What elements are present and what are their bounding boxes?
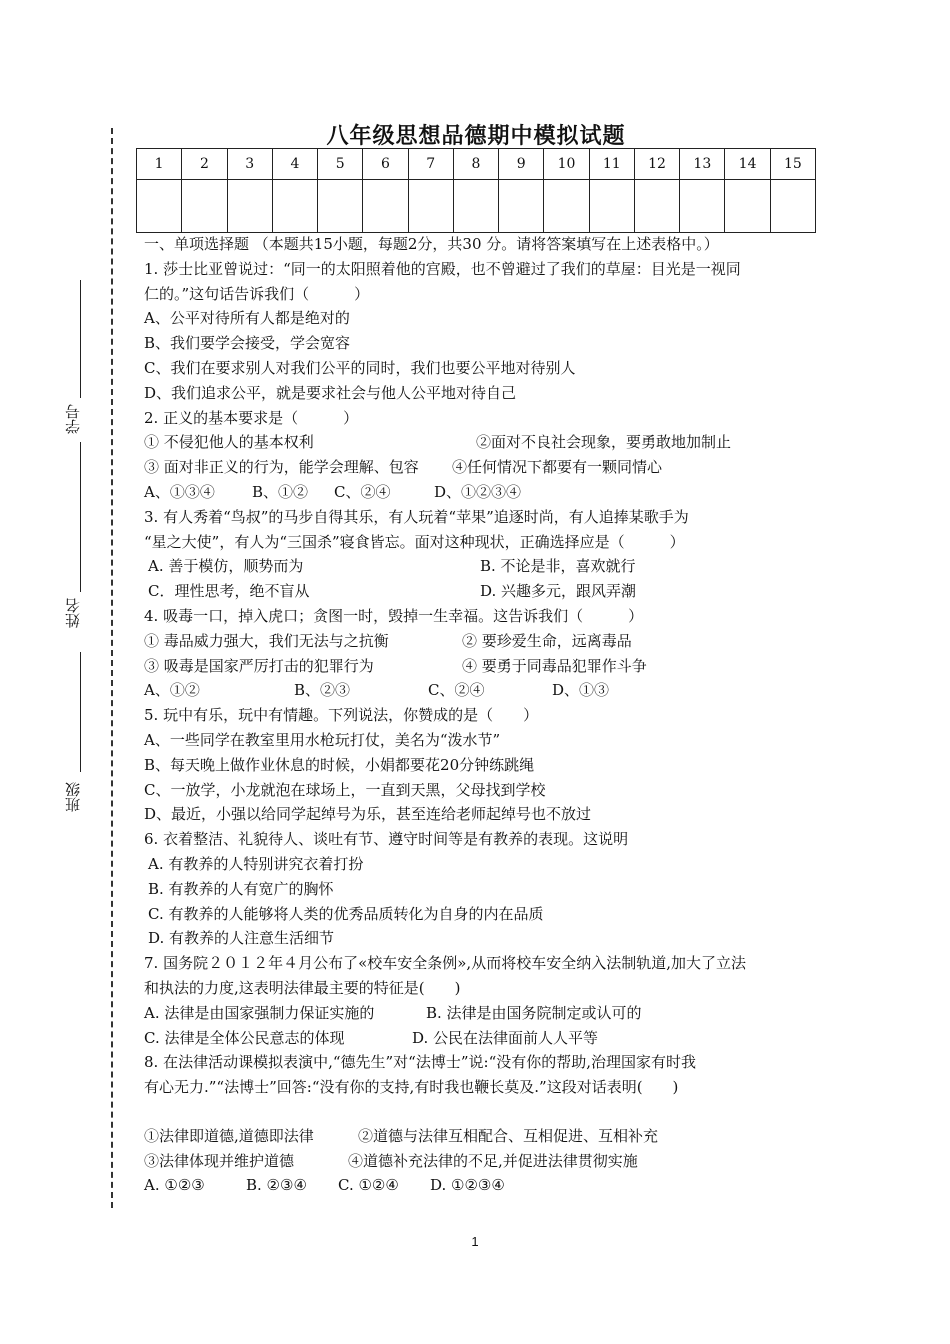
q7-options-row1 bbox=[144, 1001, 816, 1026]
q8-statements-row2 bbox=[144, 1149, 816, 1174]
answer-grid-number: 6 bbox=[363, 149, 408, 180]
answer-cell[interactable] bbox=[272, 180, 317, 233]
q8-statement-4: ④道德补充法律的不足,并促进法律贯彻实施 bbox=[348, 1151, 638, 1170]
q6-stem: 6. 衣着整洁、礼貌待人、谈吐有节、遵守时间等是有教养的表现。这说明 bbox=[144, 830, 629, 849]
q5-stem: 5. 玩中有乐，玩中有情趣。下列说法，你赞成的是（ ） bbox=[144, 706, 539, 725]
answer-cell[interactable] bbox=[137, 180, 182, 233]
q8-option-d: D. ①②③④ bbox=[430, 1176, 505, 1195]
answer-grid-number: 1 bbox=[137, 149, 182, 180]
q3-options-row2 bbox=[144, 579, 816, 604]
q7-options-row2 bbox=[144, 1026, 816, 1051]
answer-cell[interactable] bbox=[318, 180, 363, 233]
q2-option-b: B、①② bbox=[252, 482, 309, 501]
answer-cell[interactable] bbox=[453, 180, 498, 233]
answer-grid-number: 14 bbox=[725, 149, 770, 180]
q8-stem-line2: 有心无力.”“法博士”回答:“没有你的支持,有时我也鞭长莫及.”这段对话表明( ) bbox=[144, 1078, 679, 1097]
q4-option-a: A、①② bbox=[144, 681, 200, 700]
answer-grid-number: 4 bbox=[272, 149, 317, 180]
q8-statement-3: ③法律体现并维护道德 bbox=[144, 1151, 295, 1170]
answer-grid-number: 8 bbox=[453, 149, 498, 180]
q8-options bbox=[144, 1173, 816, 1198]
answer-grid-number: 13 bbox=[680, 149, 725, 180]
q6-option-a: A. 有教养的人特别讲究衣着打扮 bbox=[148, 854, 364, 873]
answer-grid-number-row bbox=[137, 149, 816, 180]
answer-grid bbox=[136, 148, 816, 233]
q8-option-a: A. ①②③ bbox=[144, 1176, 205, 1195]
q8-spacer bbox=[144, 1100, 816, 1124]
q4-statement-4: ④ 要勇于同毒品犯罪作斗争 bbox=[462, 656, 647, 675]
q2-statement-2: ②面对不良社会现象，要勇敢地加制止 bbox=[476, 433, 732, 452]
q2-option-c: C、②④ bbox=[334, 482, 391, 501]
answer-cell[interactable] bbox=[363, 180, 408, 233]
q2-options bbox=[144, 480, 816, 505]
q4-option-c: C、②④ bbox=[428, 681, 485, 700]
binding-dashed-line bbox=[111, 128, 113, 1208]
q4-statement-3: ③ 吸毒是国家严厉打击的犯罪行为 bbox=[144, 656, 374, 675]
q7-stem-line1: 7. 国务院２０１２年４月公布了«校车安全条例»,从而将校车安全纳入法制轨道,加大了立法 bbox=[144, 954, 746, 973]
q3-stem-line1: 3. 有人秀着“鸟叔”的马步自得其乐，有人玩着“苹果”追逐时尚，有人追捧某歌手为 bbox=[144, 507, 689, 526]
answer-cell[interactable] bbox=[725, 180, 770, 233]
q5-option-a: A、一些同学在教室里用水枪玩打仗，美名为“泼水节” bbox=[144, 730, 501, 749]
answer-grid-number: 15 bbox=[770, 149, 815, 180]
q2-statement-4: ④任何情况下都要有一颗同情心 bbox=[452, 458, 663, 477]
q7-option-c: C. 法律是全体公民意志的体现 bbox=[144, 1028, 345, 1047]
answer-cell[interactable] bbox=[680, 180, 725, 233]
answer-grid-answer-row bbox=[137, 180, 816, 233]
q2-option-d: D、①②③④ bbox=[434, 482, 522, 501]
q7-option-d: D. 公民在法律面前人人平等 bbox=[412, 1028, 599, 1047]
q5-option-d: D、最近，小强以给同学起绰号为乐，甚至连给老师起绰号也不放过 bbox=[144, 805, 592, 824]
q4-option-d: D、①③ bbox=[552, 681, 610, 700]
q2-stem: 2. 正义的基本要求是（ ） bbox=[144, 408, 359, 427]
q8-option-c: C. ①②④ bbox=[338, 1176, 399, 1195]
q6-option-d: D. 有教养的人注意生活细节 bbox=[148, 929, 335, 948]
q6-option-c: C. 有教养的人能够将人类的优秀品质转化为自身的内在品质 bbox=[148, 904, 544, 923]
q8-statement-1: ①法律即道德,道德即法律 bbox=[144, 1126, 314, 1145]
answer-cell[interactable] bbox=[182, 180, 227, 233]
answer-grid-number: 5 bbox=[318, 149, 363, 180]
q4-statements-row2 bbox=[144, 654, 816, 679]
q1-stem-line1: 1. 莎士比亚曾说过：“同一的太阳照着他的宫殿，也不曾避过了我们的草屋：目光是一视同 bbox=[144, 259, 741, 278]
q4-statements-row1 bbox=[144, 629, 816, 654]
answer-cell[interactable] bbox=[499, 180, 544, 233]
q1-stem-line2: 仁的。”这句话告诉我们（ ） bbox=[144, 284, 370, 303]
class-blank-line[interactable] bbox=[80, 652, 81, 772]
answer-grid-number: 10 bbox=[544, 149, 589, 180]
q1-option-d: D、我们追求公平，就是要求社会与他人公平地对待自己 bbox=[144, 383, 517, 402]
q7-option-a: A. 法律是由国家强制力保证实施的 bbox=[144, 1003, 375, 1022]
answer-cell[interactable] bbox=[589, 180, 634, 233]
student-name-blank-line[interactable] bbox=[80, 442, 81, 592]
q4-statement-1: ① 毒品威力强大，我们无法与之抗衡 bbox=[144, 631, 389, 650]
q4-option-b: B、②③ bbox=[294, 681, 351, 700]
student-number-label: 学号 bbox=[64, 404, 82, 434]
q8-option-b: B. ②③④ bbox=[246, 1176, 307, 1195]
q4-options bbox=[144, 678, 816, 703]
q2-statement-1: ① 不侵犯他人的基本权利 bbox=[144, 433, 314, 452]
answer-cell[interactable] bbox=[634, 180, 679, 233]
answer-cell[interactable] bbox=[227, 180, 272, 233]
answer-grid-number: 3 bbox=[227, 149, 272, 180]
student-number-blank-line[interactable] bbox=[80, 280, 81, 398]
answer-grid-number: 12 bbox=[634, 149, 679, 180]
class-label: 班级 bbox=[64, 782, 82, 812]
q8-statement-2: ②道德与法律互相配合、互相促进、互相补充 bbox=[358, 1126, 659, 1145]
q2-statement-3: ③ 面对非正义的行为，能学会理解、包容 bbox=[144, 458, 419, 477]
q5-option-b: B、每天晚上做作业休息的时候，小娟都要花20分钟练跳绳 bbox=[144, 755, 535, 774]
section-heading: 一、单项选择题 （本题共15小题，每题2分，共30 分。请将答案填写在上述表格中。） bbox=[144, 235, 719, 253]
q5-option-c: C、一放学，小龙就泡在球场上，一直到天黑，父母找到学校 bbox=[144, 780, 546, 799]
answer-cell[interactable] bbox=[770, 180, 815, 233]
q8-stem-line1: 8. 在法律活动课模拟表演中,“德先生”对“法博士”说:“没有你的帮助,治理国家有时我 bbox=[144, 1053, 697, 1072]
q1-option-c: C、我们在要求别人对我们公平的同时，我们也要公平地对待别人 bbox=[144, 358, 576, 377]
answer-grid-number: 9 bbox=[499, 149, 544, 180]
q3-option-c: C．理性思考，绝不盲从 bbox=[148, 582, 310, 601]
answer-grid-number: 7 bbox=[408, 149, 453, 180]
q6-option-b: B. 有教养的人有宽广的胸怀 bbox=[148, 879, 334, 898]
q2-statements-row2 bbox=[144, 455, 816, 480]
q4-stem: 4. 吸毒一口，掉入虎口；贪图一时，毁掉一生幸福。这告诉我们（ ） bbox=[144, 606, 644, 625]
q1-option-b: B、我们要学会接受，学会宽容 bbox=[144, 334, 351, 353]
answer-grid-number: 2 bbox=[182, 149, 227, 180]
answer-grid-number: 11 bbox=[589, 149, 634, 180]
q3-option-a: A. 善于模仿，顺势而为 bbox=[148, 557, 304, 576]
q2-option-a: A、①③④ bbox=[144, 482, 215, 501]
q4-statement-2: ② 要珍爱生命，远离毒品 bbox=[462, 631, 632, 650]
answer-cell[interactable] bbox=[544, 180, 589, 233]
q3-option-d: D. 兴趣多元，跟风弄潮 bbox=[480, 582, 637, 601]
q3-stem-line2: “星之大使”，有人为“三国杀”寝食皆忘。面对这种现状，正确选择应是（ ） bbox=[144, 532, 685, 551]
page-number: 1 bbox=[471, 1234, 479, 1249]
q3-option-b: B. 不论是非，喜欢就行 bbox=[480, 557, 636, 576]
q2-statements-row1 bbox=[144, 430, 816, 455]
q7-stem-line2: 和执法的力度,这表明法律最主要的特征是( ) bbox=[144, 978, 461, 997]
student-name-label: 姓名 bbox=[64, 598, 82, 628]
questions-body bbox=[144, 232, 816, 1198]
answer-cell[interactable] bbox=[408, 180, 453, 233]
exam-title: 八年级思想品德期中模拟试题 bbox=[326, 123, 626, 149]
q7-option-b: B. 法律是由国务院制定或认可的 bbox=[426, 1003, 642, 1022]
q1-option-a: A、公平对待所有人都是绝对的 bbox=[144, 309, 350, 328]
q8-statements-row1 bbox=[144, 1124, 816, 1149]
q3-options-row1 bbox=[144, 554, 816, 579]
